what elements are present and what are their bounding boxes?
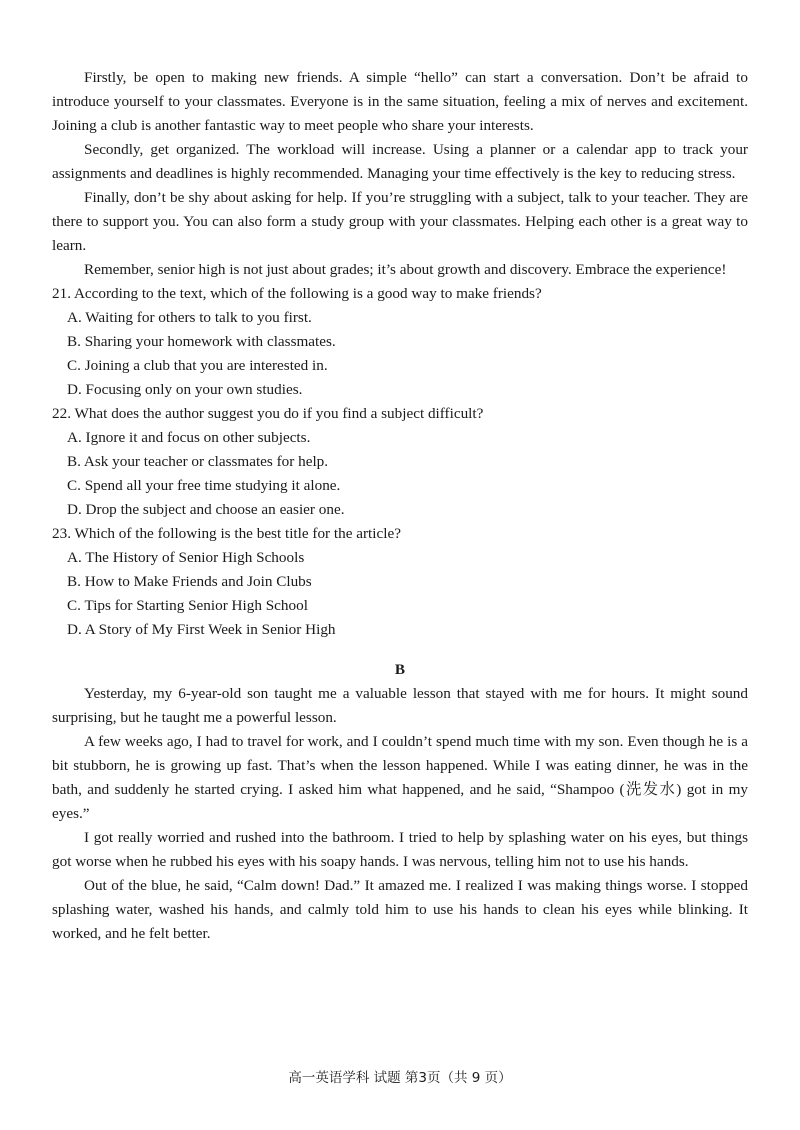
answer-option-c: C. Joining a club that you are interested in. — [67, 357, 328, 374]
question-22 — [52, 402, 748, 522]
passage-b-paragraph-1: Yesterday, my 6-year-old son taught me a valuable lesson that stayed with me for hours. It might sound surprising, but he taught me a powerful lesson. — [52, 685, 748, 726]
passage-a-paragraph-3: Finally, don’t be shy about asking for help. If you’re struggling with a subject, talk to your teacher. They are there to support you. You can also form a study group with your classmates. Helping each other is a great way to learn. — [52, 189, 748, 254]
answer-option-a: A. Ignore it and focus on other subjects. — [67, 429, 311, 446]
passage-a — [52, 66, 748, 282]
passage-b-paragraph-2: A few weeks ago, I had to travel for work, and I couldn’t spend much time with my son. Even though he is a bit stubborn, he is growing up fast. That’s when the lesson happened. While I was eating dinner, he was in the bath, and suddenly he started crying. I asked him what happened, and he said, “Shampoo (洗发水) got in my eyes.” — [52, 733, 748, 822]
passage-a-paragraph-1: Firstly, be open to making new friends. A simple “hello” can start a conversation. Don’t be afraid to introduce yourself to your classmates. Everyone is in the same situation, feeling a mix of nerves and excitement. Joining a club is another fantastic way to meet people who share your interests. — [52, 69, 748, 134]
passage-a-paragraph-4: Remember, senior high is not just about grades; it’s about growth and discovery. Embrace the experience! — [84, 261, 727, 278]
page-footer: 高一英语学科 试题 第3页（共 9 页） — [288, 1070, 512, 1086]
answer-option-c: C. Tips for Starting Senior High School — [67, 597, 308, 614]
question-stem: 23. Which of the following is the best title for the article? — [52, 525, 401, 542]
answer-option-b: B. Ask your teacher or classmates for help. — [67, 453, 329, 470]
exam-page-content — [52, 66, 748, 946]
answer-option-b: B. Sharing your homework with classmates. — [67, 333, 336, 350]
question-21 — [52, 282, 748, 402]
answer-option-d: D. Focusing only on your own studies. — [67, 381, 303, 398]
passage-b — [52, 658, 748, 946]
passage-b-paragraph-3: I got really worried and rushed into the bathroom. I tried to help by splashing water on his eyes, but things got worse when he rubbed his eyes with his soapy hands. I was nervous, telling him not to use his hands. — [52, 829, 748, 870]
question-stem: 21. According to the text, which of the following is a good way to make friends? — [52, 285, 542, 302]
answer-option-a: A. Waiting for others to talk to you first. — [67, 309, 312, 326]
answer-option-b: B. How to Make Friends and Join Clubs — [67, 573, 312, 590]
answer-option-a: A. The History of Senior High Schools — [67, 549, 305, 566]
passage-b-paragraph-4: Out of the blue, he said, “Calm down! Dad.” It amazed me. I realized I was making things worse. I stopped splashing water, washed his hands, and calmly told him to use his hands to clean his eyes while blinking. It worked, and he felt better. — [52, 877, 748, 942]
answer-option-d: D. Drop the subject and choose an easier one. — [67, 501, 345, 518]
answer-option-c: C. Spend all your free time studying it alone. — [67, 477, 341, 494]
passage-a-paragraph-2: Secondly, get organized. The workload will increase. Using a planner or a calendar app to track your assignments and deadlines is highly recommended. Managing your time effectively is the key to reducing stress. — [52, 141, 748, 182]
answer-option-d: D. A Story of My First Week in Senior High — [67, 621, 336, 638]
section-title: B — [394, 661, 406, 678]
question-23 — [52, 522, 748, 642]
question-stem: 22. What does the author suggest you do if you find a subject difficult? — [52, 405, 484, 422]
